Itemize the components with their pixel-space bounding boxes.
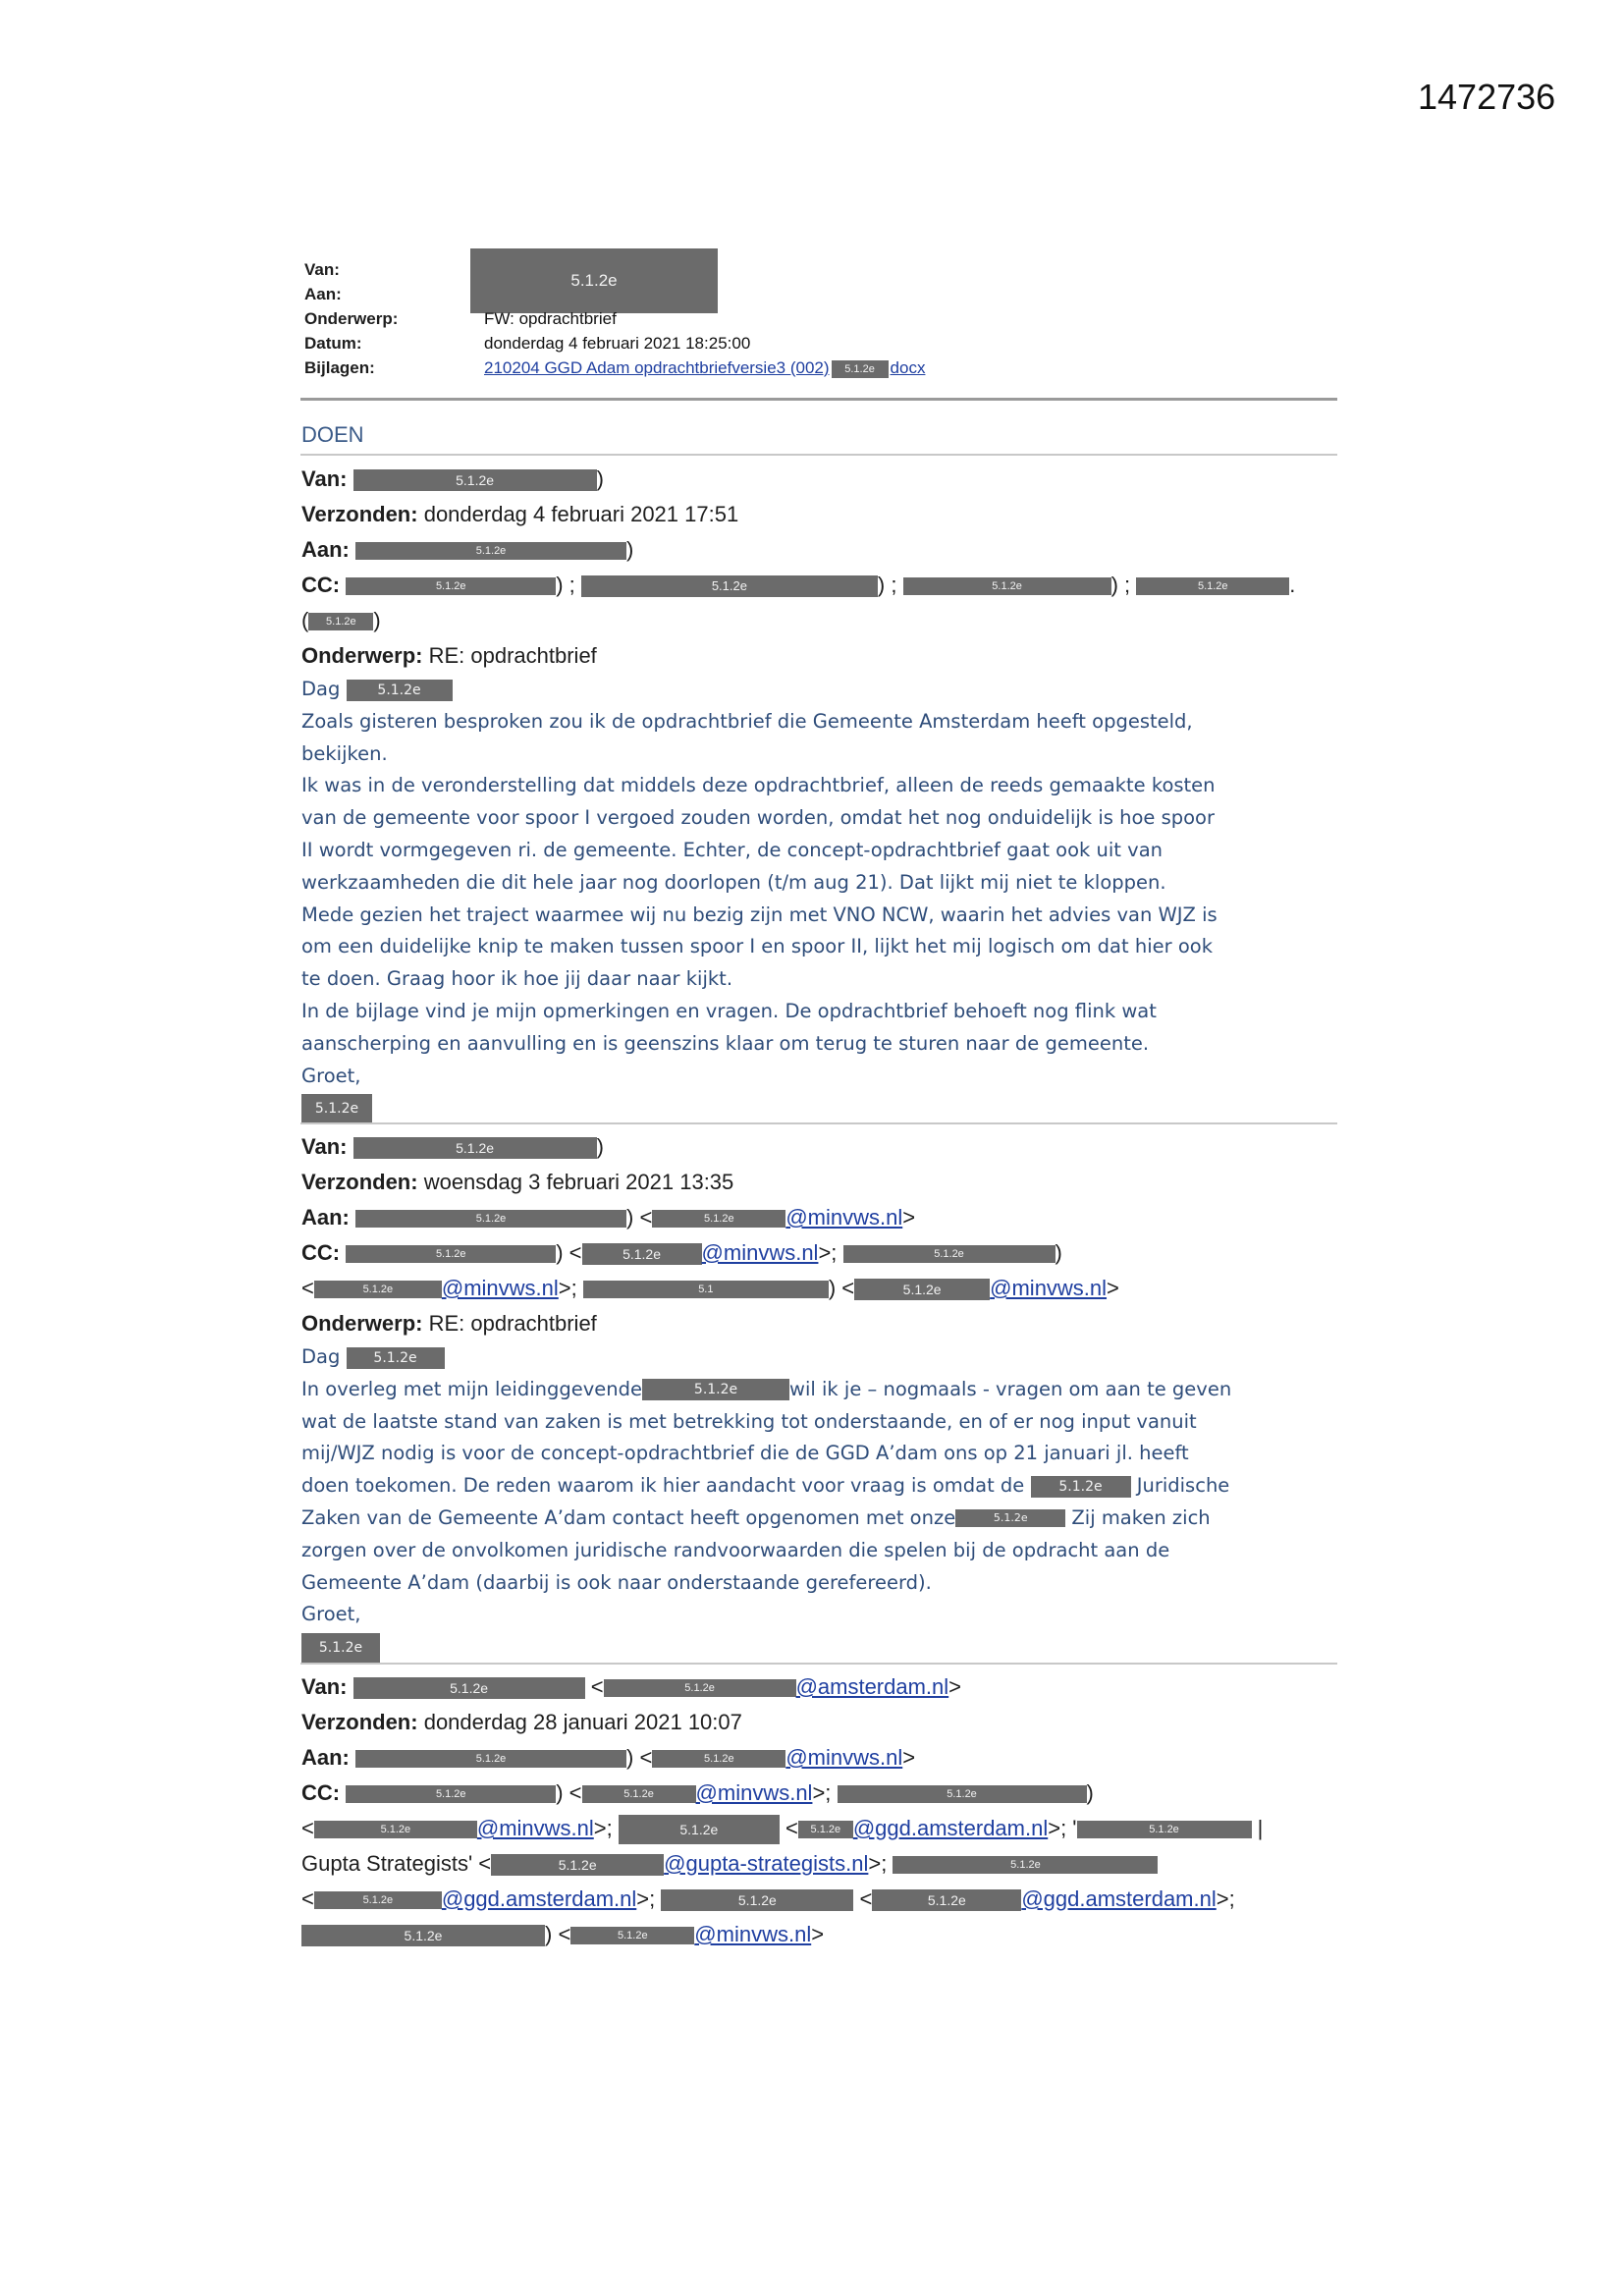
redaction: 5.1.2e [604, 1679, 796, 1697]
e1-body-line: werkzaamheden die dit hele jaar nog doorlopen (t/m aug 21). Dat lijkt mij niet te kloppen. [301, 870, 1166, 894]
e1-cc-label: CC: [301, 573, 341, 597]
e1-greeting: Dag [301, 678, 341, 700]
redaction: 5.1.2e [314, 1821, 477, 1838]
e2-greeting: Dag [301, 1345, 341, 1368]
redaction: 5.1.2e [1077, 1821, 1252, 1838]
header-subject: FW: opdrachtbrief [484, 309, 617, 328]
email-link[interactable]: 5.1.2e @minvws.nl [582, 1240, 819, 1265]
e1-body-line: bekijken. [301, 741, 388, 765]
e1-body-line: aanscherping en aanvulling en is geenszins klaar om terug te sturen naar de gemeente. [301, 1031, 1150, 1055]
redaction: 5.1.2e [355, 542, 626, 560]
redaction: 5.1.2e [1136, 577, 1289, 595]
e2-aan-label: Aan: [301, 1205, 350, 1230]
redaction: 5.1.2e [1031, 1476, 1131, 1498]
e1-body-line: In de bijlage vind je mijn opmerkingen en vragen. De opdrachtbrief behoeft nog flink wat [301, 999, 1157, 1022]
redaction: 5.1.2e [843, 1245, 1056, 1263]
attachment-ext-link[interactable]: docx [890, 358, 926, 377]
email-link[interactable]: 5.1.2e @ggd.amsterdam.nl [314, 1886, 636, 1911]
redaction: 5.1.2e [619, 1815, 780, 1844]
header-divider [300, 398, 1337, 401]
redaction: 5.1.2e [346, 577, 556, 595]
e1-aan-label: Aan: [301, 537, 350, 562]
redaction: 5.1.2e [652, 1750, 785, 1768]
e2-body-line: mij/WJZ nodig is voor de concept-opdrachtbrief die de GGD A’dam ons op 21 januari jl. heeft [301, 1442, 1189, 1465]
e1-van-label: Van: [301, 466, 348, 491]
e3-aan-label: Aan: [301, 1745, 350, 1770]
e3-cc-label: CC: [301, 1780, 341, 1805]
redaction-signature: 5.1.2e [301, 1633, 380, 1663]
redaction: 5.1.2e [353, 1137, 597, 1159]
email-link[interactable]: 5.1.2e @minvws.nl [652, 1205, 902, 1230]
email-link[interactable]: 5.1.2e @minvws.nl [854, 1276, 1107, 1300]
redaction: 5.1.2e [301, 1925, 545, 1946]
gupta-label: Gupta Strategists' [301, 1851, 473, 1876]
redaction: 5.1.2e [893, 1856, 1158, 1874]
e1-body-line: Mede gezien het traject waarmee wij nu bezig zijn met VNO NCW, waarin het advies van WJZ is [301, 902, 1218, 926]
redaction: 5.1.2e [347, 680, 453, 701]
redaction: 5.1.2e [346, 1785, 556, 1803]
email-link[interactable]: 5.1.2e @minvws.nl [314, 1816, 594, 1840]
redaction: 5.1.2e [346, 1245, 556, 1263]
e1-body-line: te doen. Graag hoor ik hoe jij daar naar kijkt. [301, 967, 733, 991]
divider-2 [300, 1122, 1337, 1124]
e1-sent-date: donderdag 4 februari 2021 17:51 [423, 502, 739, 526]
email-link[interactable]: 5.1.2e @minvws.nl [570, 1922, 811, 1946]
attachment-link[interactable]: 210204 GGD Adam opdrachtbriefversie3 (002) [484, 358, 830, 377]
redaction: 5.1.2e [582, 1785, 696, 1803]
e2-closing: Groet, [301, 1603, 361, 1626]
e2-body-line: zorgen over de onvolkomen juridische randvoorwaarden die spelen bij de opdracht aan de [301, 1538, 1170, 1561]
email-link[interactable]: 5.1.2e @ggd.amsterdam.nl [872, 1886, 1216, 1911]
header-onderwerp-label: Onderwerp: [304, 309, 399, 328]
e3-sent-date: donderdag 28 januari 2021 10:07 [423, 1710, 742, 1734]
email-2-body: Dag 5.1.2e In overleg met mijn leidinggevende 5.1.2e wil ik je – nogmaals - vragen om aan te geven wat de laatste stand van zaken is met betrekking tot onderstaande, en of er nog input vanuit mij/WJZ nodig is voor de concept-opdrachtbrief die de GGD A’dam ons op 21 januari jl. heeft doen toekomen. De reden waarom ik hier aandacht voor vraag is omdat de 5.1.2e Juridische Zaken van de Gemeente A’dam contact heeft opgenomen met onze 5.1.2e Zij maken zich zorgen over de onvolkomen juridische randvoorwaarden die spelen bij de opdracht aan de Gemeente A’dam (daarbij is ook naar onderstaande gerefereerd). Groet, 5.1.2e [301, 1341, 1342, 1664]
e1-verzonden-label: Verzonden: [301, 502, 418, 526]
e3-van-label: Van: [301, 1674, 348, 1699]
e2-subject: RE: opdrachtbrief [428, 1311, 597, 1336]
redaction: 5.1.2e [642, 1379, 789, 1400]
email-1-body [301, 674, 1342, 1124]
e2-van-label: Van: [301, 1134, 348, 1159]
header-van-label: Van: [304, 260, 340, 279]
e2-verzonden-label: Verzonden: [301, 1170, 418, 1194]
redaction: 5.1.2e [872, 1889, 1021, 1911]
redaction: 5.1.2e [854, 1279, 990, 1300]
e1-body-line: Ik was in de veronderstelling dat middels deze opdrachtbrief, alleen de reeds gemaakte kosten [301, 774, 1216, 797]
e2-body-line: wat de laatste stand van zaken is met betrekking tot onderstaande, en of er nog input vanuit [301, 1409, 1197, 1433]
doen-note: DOEN [301, 422, 364, 447]
redaction: 5.1.2e [308, 613, 373, 630]
e1-body-line: om een duidelijke knip te maken tussen spoor I en spoor II, lijkt het mij logisch om dat hier ook [301, 935, 1213, 958]
redaction: 5.1.2e [347, 1347, 445, 1369]
redaction: 5.1.2e [652, 1210, 785, 1228]
redaction-attachment: 5.1.2e [832, 360, 889, 378]
redaction: 5.1.2e [355, 1750, 626, 1768]
document-number: 1472736 [1418, 77, 1556, 117]
redaction: 5.1.2e [491, 1854, 664, 1876]
redaction: 5.1.2e [570, 1927, 694, 1944]
redaction: 5.1.2e [955, 1509, 1065, 1527]
email-2: Van: 5.1.2e ) Verzonden: woensdag 3 februari 2021 13:35 Aan: 5.1.2e ) < 5.1.2e @minvws.nl> CC: 5.1.2e ) < 5.1.2e @minvws.nl>; 5.1.2e ) < 5.1.2e @minvws.nl>; 5.1 ) < 5.1.2e @minvws.nl> Onderwerp: RE: opdrachtbrief [301, 1134, 1119, 1336]
email-link[interactable]: 5.1.2e @minvws.nl [314, 1276, 559, 1300]
redaction: 5.1.2e [582, 1243, 702, 1265]
header-date: donderdag 4 februari 2021 18:25:00 [484, 334, 751, 353]
redaction: 5.1.2e [798, 1821, 853, 1838]
redaction: 5.1.2e [353, 1677, 585, 1699]
redaction: 5.1 [583, 1281, 829, 1298]
e1-body-line: II wordt vormgegeven ri. de gemeente. Echter, de concept-opdrachtbrief gaat ook uit van [301, 838, 1164, 861]
redaction: 5.1.2e [838, 1785, 1087, 1803]
redaction: 5.1.2e [353, 469, 597, 491]
e1-closing: Groet, [301, 1064, 361, 1087]
redaction-header-sender: 5.1.2e [470, 248, 718, 313]
email-link[interactable]: 5.1.2e @minvws.nl [652, 1745, 902, 1770]
e2-sent-date: woensdag 3 februari 2021 13:35 [423, 1170, 734, 1194]
redaction: 5.1.2e [581, 575, 878, 597]
redaction: 5.1.2e [314, 1281, 442, 1298]
redaction-signature: 5.1.2e [301, 1094, 372, 1123]
header-bijlagen-label: Bijlagen: [304, 358, 375, 377]
header-datum-label: Datum: [304, 334, 362, 353]
e1-onderwerp-label: Onderwerp: [301, 643, 423, 668]
e2-body-line: Gemeente A’dam (daarbij is ook naar onderstaande gerefereerd). [301, 1570, 932, 1594]
email-header [304, 257, 1335, 380]
email-link[interactable]: 5.1.2e @ggd.amsterdam.nl [798, 1816, 1048, 1840]
redaction: 5.1.2e [355, 1210, 626, 1228]
email-link[interactable]: 5.1.2e @amsterdam.nl [604, 1674, 949, 1699]
e1-body-line: van de gemeente voor spoor I vergoed zouden worden, omdat het nog onduidelijk is hoe spoor [301, 806, 1216, 830]
redaction: 5.1.2e [661, 1889, 853, 1911]
divider-3 [300, 1663, 1337, 1665]
redaction: 5.1.2e [314, 1891, 442, 1909]
email-link[interactable]: @gupta-strategists.nl [664, 1851, 869, 1876]
email-3: Van: 5.1.2e < 5.1.2e @amsterdam.nl> Verzonden: donderdag 28 januari 2021 10:07 Aan: 5.1.2e ) < 5.1.2e @minvws.nl> CC: 5.1.2e ) < 5.1.2e @minvws.nl>; 5.1.2e ) < 5.1.2e @minvws.nl>; 5.1.2e < 5.1.2e @ggd.amsterdam.nl>; ' 5.1.2e | Gupta Strategists' < 5.1.2e @gupta-strategists.nl>; 5.1.2e < 5.1.2e @ggd.amsterdam.nl>; 5.1.2e < 5.1.2e @ggd.amsterdam.nl>; 5.1.2e ) < 5.1.2e @minvws.nl> [301, 1674, 1264, 1946]
e2-onderwerp-label: Onderwerp: [301, 1311, 423, 1336]
redaction: 5.1.2e [903, 577, 1111, 595]
e3-verzonden-label: Verzonden: [301, 1710, 418, 1734]
e1-subject: RE: opdrachtbrief [428, 643, 597, 668]
header-aan-label: Aan: [304, 285, 342, 303]
divider-1 [300, 454, 1337, 456]
email-link[interactable]: 5.1.2e @minvws.nl [582, 1780, 813, 1805]
e1-body-line: Zoals gisteren besproken zou ik de opdrachtbrief die Gemeente Amsterdam heeft opgesteld, [301, 709, 1193, 733]
e2-cc-label: CC: [301, 1240, 341, 1265]
email-1: Van: 5.1.2e ) Verzonden: donderdag 4 februari 2021 17:51 Aan: 5.1.2e ) CC: 5.1.2e ) ; 5.1.2e ) ; 5.1.2e ) ; 5.1.2e . ( 5.1.2e ) Onderwerp: RE: opdrachtbrief [301, 466, 1296, 668]
